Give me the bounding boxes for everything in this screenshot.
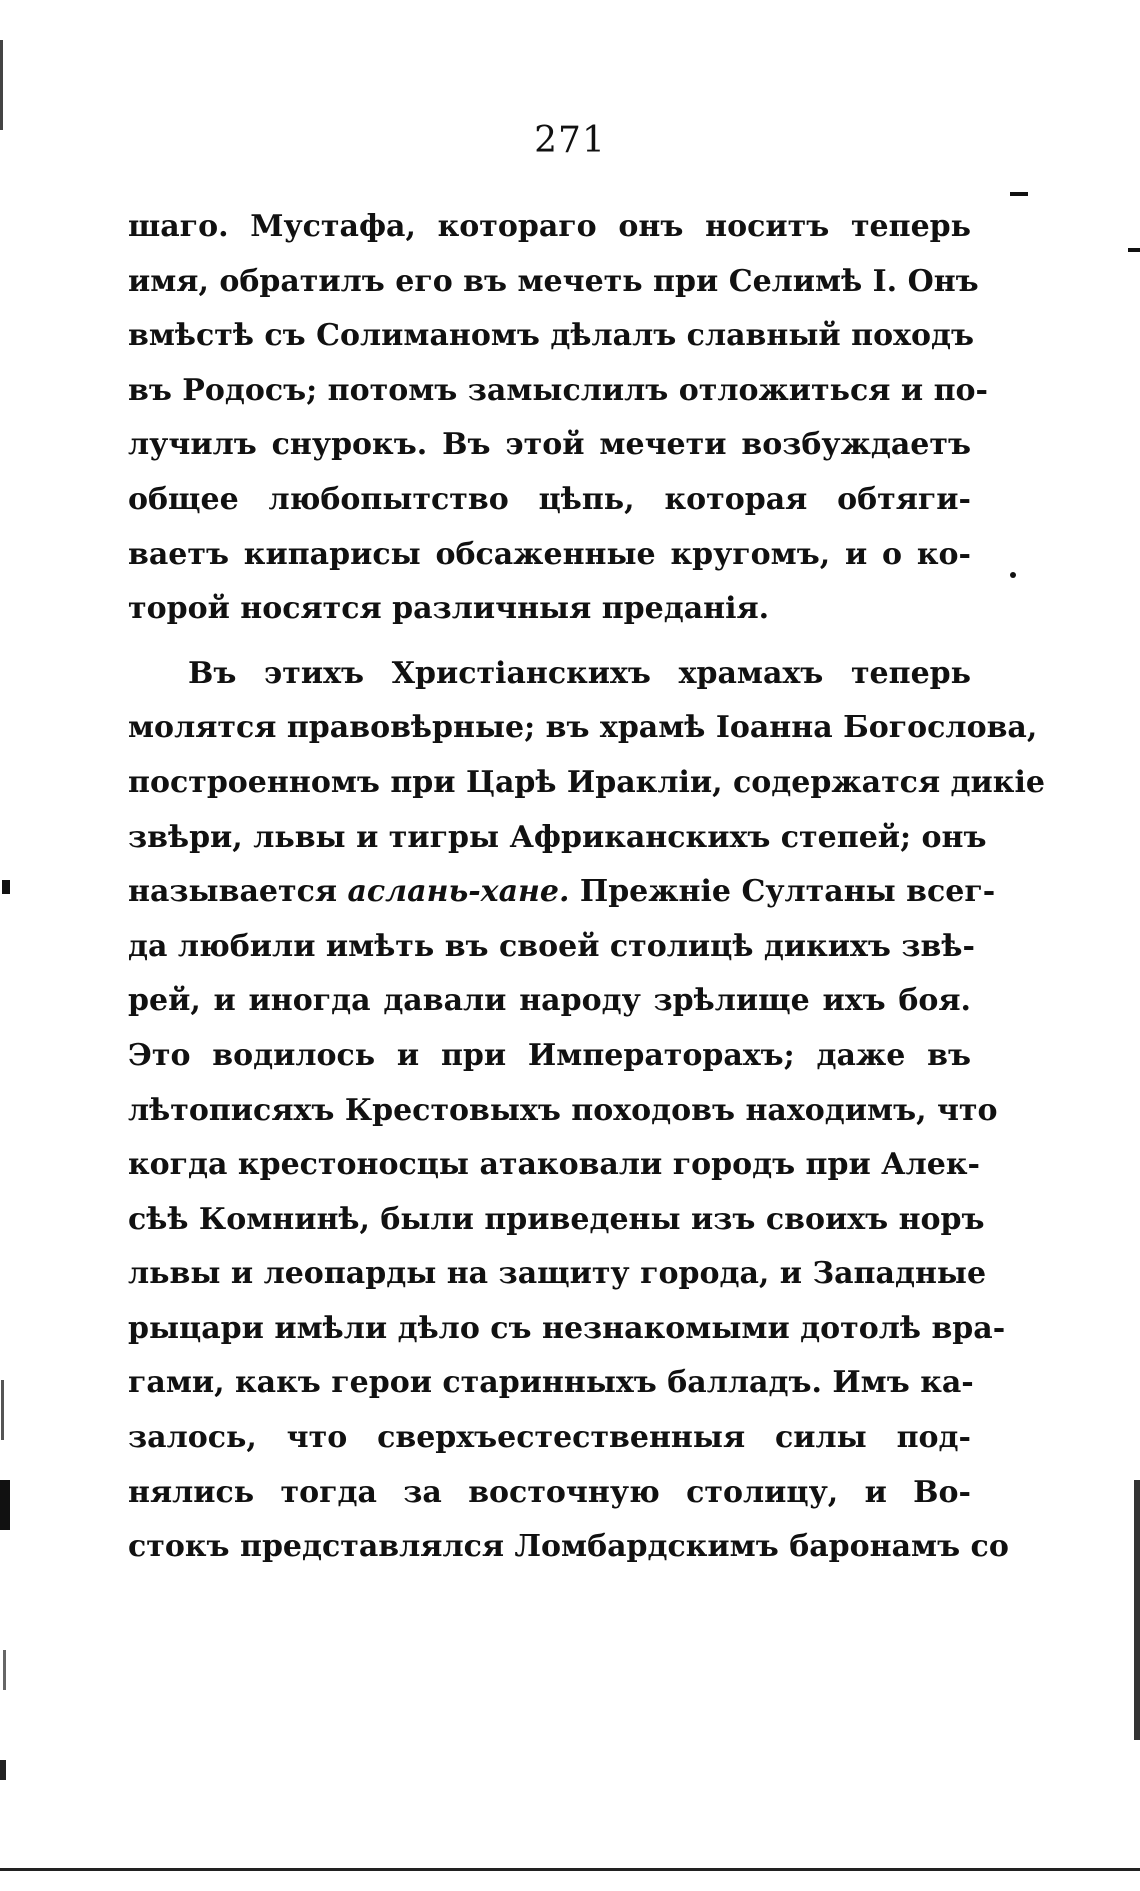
text-line: построенномъ при Царѣ Иракліи, содержатся дикіе	[128, 764, 1045, 800]
text-line: рыцари имѣли дѣло съ незнакомыми дотолѣ вра-	[128, 1310, 1006, 1346]
text-line: въ Родосъ; потомъ замыслилъ отложиться и по-	[128, 372, 988, 408]
text-span: Прежніе Султаны всег-	[579, 874, 996, 910]
scan-edge-marks	[0, 0, 14, 1891]
text-line: имя, обратилъ его въ мечеть при Селимѣ I. Онъ	[128, 263, 979, 299]
scan-dash-mark	[1010, 192, 1028, 196]
text-line: стокъ представлялся Ломбардскимъ баронамъ со	[128, 1529, 1009, 1565]
text-line: лучилъ снурокъ. Въ этой мечети возбуждаетъ	[128, 427, 971, 463]
text-line: лѣтописяхъ Крестовыхъ походовъ находимъ, что	[128, 1092, 998, 1128]
page-number: 271	[534, 120, 606, 161]
text-span: называется	[128, 874, 338, 910]
text-line: шаго. Мустафа, котораго онъ носитъ теперь	[128, 209, 971, 244]
italic-term: аслань-хане.	[347, 874, 570, 910]
text-line: вмѣстѣ съ Солиманомъ дѣлалъ славный походъ	[128, 318, 974, 354]
page-text	[128, 200, 1045, 1575]
text-line: когда крестоносцы атаковали городъ при Алек-	[128, 1147, 980, 1183]
text-line: общее любопытство цѣпь, которая обтяги-	[128, 481, 971, 517]
scan-dash-mark	[1128, 248, 1140, 252]
text-line: молятся правовѣрные; въ храмѣ Іоанна Богослова,	[128, 710, 1038, 746]
text-line: да любили имѣть въ своей столицѣ дикихъ звѣ-	[128, 928, 975, 964]
text-line: Это водилось и при Императорахъ; даже въ	[128, 1037, 971, 1073]
text-line: львы и леопарды на защиту города, и Западные	[128, 1256, 987, 1292]
text-line: залось, что сверхъестественныя силы под-	[128, 1420, 971, 1456]
text-line-mixed	[128, 865, 996, 920]
text-line: торой носятся различныя преданія.	[128, 591, 770, 627]
text-line: Въ этихъ Христіанскихъ храмахъ теперь	[188, 655, 971, 691]
text-line: ваетъ кипарисы обсаженные кругомъ, и о ко-	[128, 536, 971, 572]
paragraph-2	[128, 647, 1045, 1575]
text-line: рей, и иногда давали народу зрѣлище ихъ боя.	[128, 983, 971, 1019]
scan-right-edge	[1134, 1480, 1140, 1740]
scan-bottom-edge	[0, 1868, 1140, 1871]
text-line: сѣѣ Комнинѣ, были приведены изъ своихъ норъ	[128, 1201, 985, 1237]
text-line: нялись тогда за восточную столицу, и Во-	[128, 1474, 971, 1510]
text-line: звѣри, львы и тигры Африканскихъ степей; онъ	[128, 819, 987, 855]
text-line: гами, какъ герои старинныхъ балладъ. Имъ ка-	[128, 1365, 974, 1401]
scan-dot-mark	[1010, 572, 1016, 578]
paragraph-1	[128, 200, 988, 637]
